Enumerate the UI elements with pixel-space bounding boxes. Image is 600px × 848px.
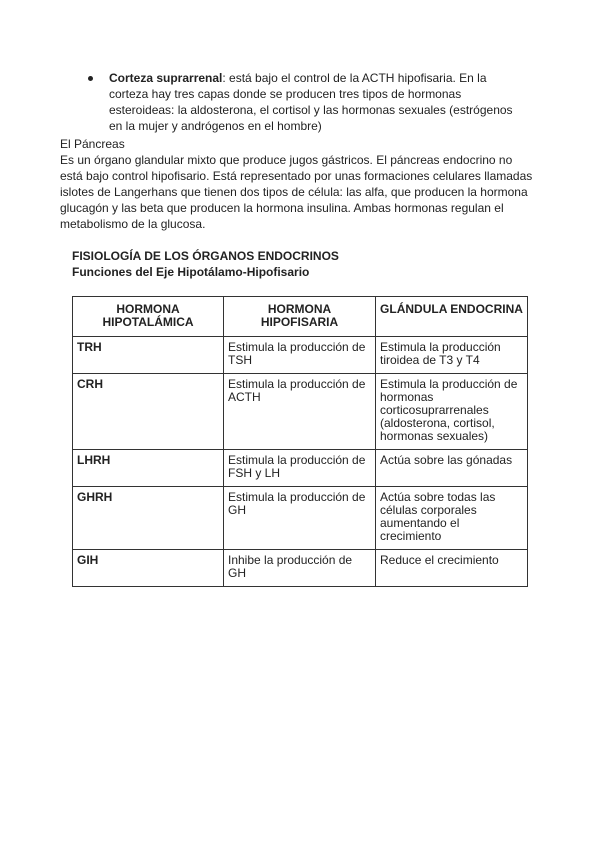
header-glandula: GLÁNDULA ENDOCRINA bbox=[376, 297, 528, 337]
header-hipofisaria: HORMONA HIPOFISARIA bbox=[224, 297, 376, 337]
cell-gland: Reduce el crecimiento bbox=[376, 550, 528, 587]
table-row bbox=[73, 487, 528, 550]
pancreas-heading: El Páncreas bbox=[60, 137, 125, 151]
section-subtitle: Funciones del Eje Hipotálamo-Hipofisario bbox=[72, 265, 310, 279]
cell-pituitary: Estimula la producción de ACTH bbox=[224, 374, 376, 450]
pancreas-body: Es un órgano glandular mixto que produce jugos gástricos. El páncreas endocrino no está bajo control hipofisario. Está representado por unas formaciones celulares llamadas islotes de Langerhans que tienen dos tipos de célula: las alfa, que producen la hormona glucagón y las beta que producen la hormona insulina. Ambas hormonas regulan el metabolismo de la glucosa. bbox=[60, 153, 533, 231]
corteza-text bbox=[109, 70, 529, 134]
table-row bbox=[73, 450, 528, 487]
table-row bbox=[73, 337, 528, 374]
cell-hormone-code: CRH bbox=[73, 374, 224, 450]
cell-pituitary: Estimula la producción de FSH y LH bbox=[224, 450, 376, 487]
corteza-term: Corteza suprarrenal bbox=[109, 71, 223, 85]
header-hipotalamica: HORMONA HIPOTALÁMICA bbox=[73, 297, 224, 337]
cell-gland: Estimula la producción de hormonas corticosuprarrenales (aldosterona, cortisol, hormonas sexuales) bbox=[376, 374, 528, 450]
cell-pituitary: Inhibe la producción de GH bbox=[224, 550, 376, 587]
pancreas-section bbox=[60, 136, 538, 232]
table-row bbox=[73, 550, 528, 587]
cell-gland: Actúa sobre las gónadas bbox=[376, 450, 528, 487]
cell-pituitary: Estimula la producción de TSH bbox=[224, 337, 376, 374]
cell-pituitary: Estimula la producción de GH bbox=[224, 487, 376, 550]
table-header-row bbox=[73, 297, 528, 337]
cell-hormone-code: TRH bbox=[73, 337, 224, 374]
cell-hormone-code: GHRH bbox=[73, 487, 224, 550]
bullet-dot bbox=[88, 76, 93, 81]
corteza-description: : está bajo el control de la ACTH hipofisaria. En la corteza hay tres capas donde se producen tres tipos de hormonas esteroideas: la aldosterona, el cortisol y las hormonas sexuales (estrógenos en la mujer y andrógenos en el hombre) bbox=[109, 71, 513, 133]
cell-hormone-code: GIH bbox=[73, 550, 224, 587]
hormone-table bbox=[72, 296, 528, 587]
cell-hormone-code: LHRH bbox=[73, 450, 224, 487]
cell-gland: Actúa sobre todas las células corporales aumentando el crecimiento bbox=[376, 487, 528, 550]
cell-gland: Estimula la producción tiroidea de T3 y T4 bbox=[376, 337, 528, 374]
section-title: FISIOLOGÍA DE LOS ÓRGANOS ENDOCRINOS bbox=[72, 249, 339, 263]
table-row bbox=[73, 374, 528, 450]
